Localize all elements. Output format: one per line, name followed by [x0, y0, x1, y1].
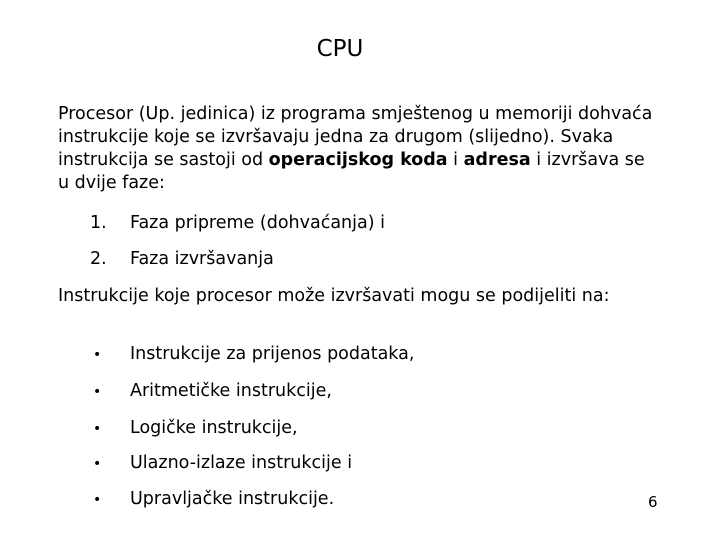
categories-paragraph: Instrukcije koje procesor može izvršavati mogu se podijeliti na: — [58, 286, 610, 306]
instruction-type-item: Instrukcije za prijenos podataka, — [130, 344, 415, 364]
phase-item: Faza pripreme (dohvaćanja) i — [130, 213, 385, 233]
bullet-icon: • — [93, 456, 102, 472]
phase-number: 2. — [90, 249, 107, 269]
bullet-icon: • — [93, 492, 102, 508]
instruction-type-item: Ulazno-izlaze instrukcije i — [130, 453, 353, 473]
bullet-icon: • — [93, 347, 102, 363]
intro-paragraph — [58, 103, 658, 195]
operation-code-term: operacijskog koda — [268, 150, 448, 170]
address-term: adresa — [463, 150, 531, 170]
intro-text-part3: i izvršava se u dvije faze: — [58, 150, 645, 193]
bullet-icon: • — [93, 421, 102, 437]
phase-number: 1. — [90, 213, 107, 233]
slide-title: CPU — [316, 36, 364, 62]
instruction-type-item: Aritmetičke instrukcije, — [130, 381, 332, 401]
instruction-type-item: Logičke instrukcije, — [130, 418, 298, 438]
instruction-type-item: Upravljačke instrukcije. — [130, 489, 335, 509]
bullet-icon: • — [93, 384, 102, 400]
intro-text-part1: Procesor (Up. jedinica) iz programa smještenog u memoriji dohvaća instrukcije koje se izvršavaju jedna za drugom (slijedno). Svaka instrukcija se sastoji od — [58, 104, 653, 170]
phase-item: Faza izvršavanja — [130, 249, 274, 269]
page-number: 6 — [648, 493, 658, 511]
intro-text-part2: i — [447, 150, 464, 170]
